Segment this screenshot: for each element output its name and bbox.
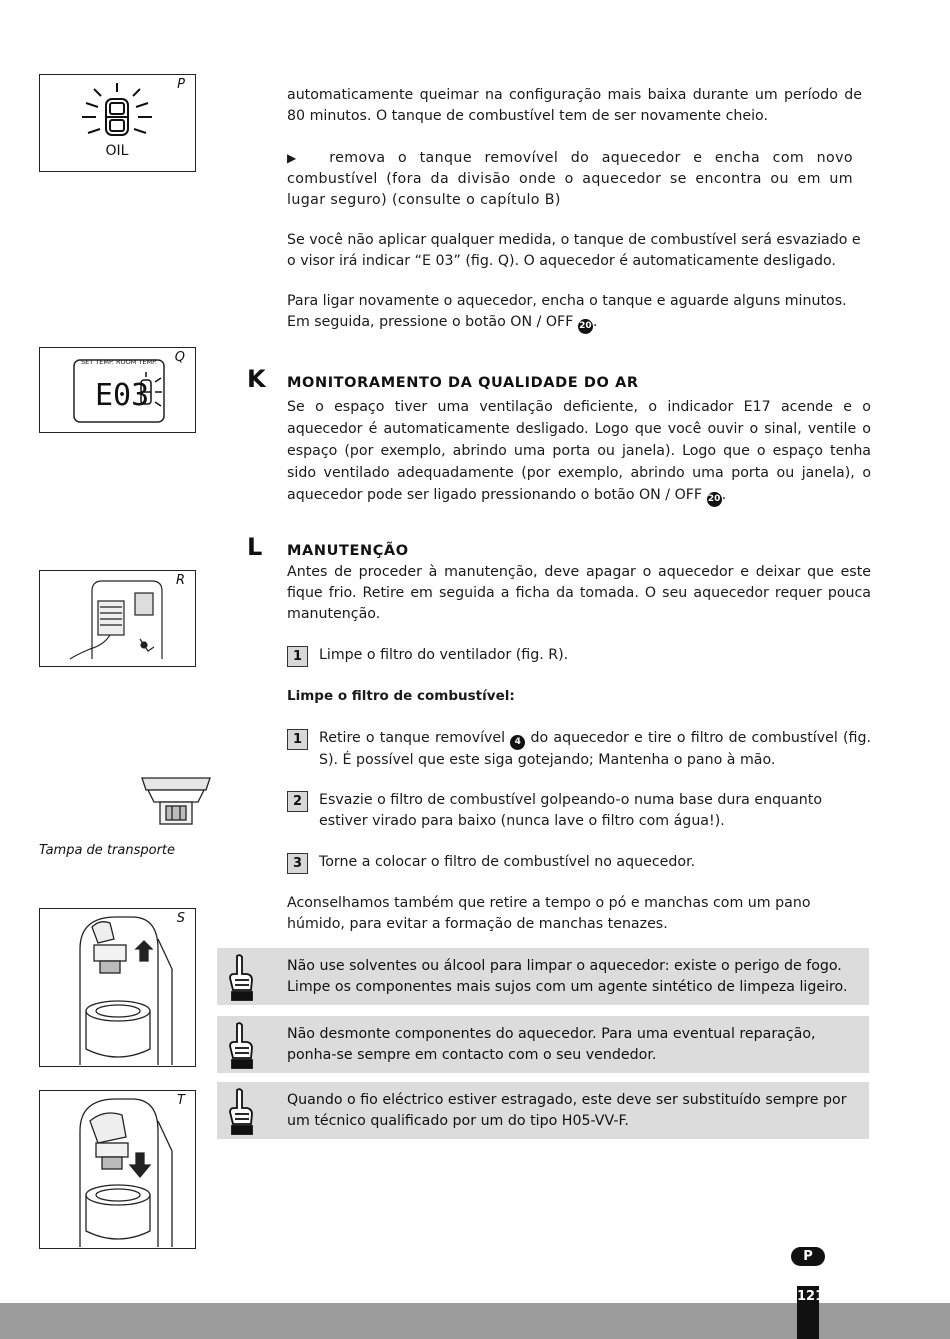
intro-paragraph-1: automaticamente queimar na configuração mais baixa durante um período de 80 minutos. O tanque de combustível tem de ser novamente cheio.: [287, 87, 862, 124]
figure-t: [39, 1090, 196, 1249]
step-1-text-a: Retire o tanque removível: [319, 730, 506, 746]
step-1-number: 1: [287, 729, 308, 750]
figure-r-label: R: [175, 573, 185, 588]
step-1-text: [319, 728, 871, 771]
figure-q-label: Q: [174, 350, 185, 365]
intro-bullet-text: remova o tanque removível do aquecedor e encha com novo combustível (fora da divisão onde o aquecedor se encontra ou em um lugar seguro) (consulte o capítulo B): [287, 150, 853, 208]
transport-cap-caption: Tampa de transporte: [39, 843, 176, 858]
bullet-arrow-icon: ▶: [287, 151, 305, 165]
intro-paragraph-2: Se você não aplicar qualquer medida, o tanque de combustível será esvaziado e o visor irá indicar “E 03” (fig. Q). O aquecedor é automaticamente desligado.: [287, 232, 861, 269]
filter-removal-illustration: [40, 909, 195, 1066]
step-1-text-b: do aquecedor e tire o filtro de combustível (fig. S). É possível que este siga gotejando; Mantenha o pano à mão.: [319, 730, 871, 768]
figure-q: [39, 347, 196, 433]
on-off-ref-badge: 20: [578, 319, 593, 334]
intro-bullet: [287, 148, 853, 211]
warning-text-3: Quando o fio eléctrico estiver estragado, este deve ser substituído sempre por um técnico qualificado por um do tipo H05-VV-F.: [287, 1092, 847, 1129]
warning-text-2: Não desmonte componentes do aquecedor. Para uma eventual reparação, ponha-se sempre em contacto com o seu vendedor.: [287, 1026, 816, 1063]
tank-ref-badge: 4: [510, 735, 525, 750]
section-l-intro: Antes de proceder à manutenção, deve apagar o aquecedor e deixar que este fique frio. Retire em seguida a ficha da tomada. O seu aquecedor requer pouca manutenção.: [287, 564, 871, 622]
section-l-letter: L: [247, 533, 263, 561]
fuel-gauge-icon: [40, 75, 195, 171]
intro-paragraph-3-text: Para ligar novamente o aquecedor, encha o tanque e aguarde alguns minutos. Em seguida, pressione o botão ON / OFF: [287, 293, 847, 330]
section-k-letter: K: [247, 365, 266, 393]
section-k-body: Se o espaço tiver uma ventilação deficiente, o indicador E17 acende e o aquecedor é automaticamente desligado. Logo que você ouvir o sinal, ventile o espaço (por exemplo, abrindo uma porta ou janela). Logo que o espaço tenha sido ventilado adequadamente (por exemplo, abrindo uma porta ou janela), o aquecedor pode ser ligado pressionando o botão ON / OFF 20.: [287, 396, 871, 507]
warning-box-2: [217, 1016, 869, 1073]
warning-box-3: [217, 1082, 869, 1139]
figure-p-label: P: [177, 77, 185, 92]
advice-paragraph: Aconselhamos também que retire a tempo o pó e manchas com um pano húmido, para evitar a formação de manchas tenazes.: [287, 895, 811, 932]
lcd-header-text: SET TEMP. ROOM TEMP.: [81, 358, 158, 366]
warning-box-1: [217, 948, 869, 1005]
step-fan-number: 1: [287, 646, 308, 667]
figure-p: [39, 74, 196, 172]
step-2-text: Esvazie o filtro de combustível golpeando-o numa base dura enquanto estiver virado para baixo (nunca lave o filtro com água!).: [319, 792, 823, 829]
pointing-hand-icon: [225, 954, 255, 1002]
figure-s-label: S: [176, 911, 185, 926]
page-number: 121: [797, 1286, 819, 1339]
step-3-text: Torne a colocar o filtro de combustível no aquecedor.: [319, 854, 696, 870]
step-3-number: 3: [287, 853, 308, 874]
heater-rear-illustration: [40, 571, 195, 666]
filter-insert-illustration: [40, 1091, 195, 1248]
section-l-title: MANUTENÇÃO: [287, 543, 409, 559]
figure-s: [39, 908, 196, 1067]
step-fan-text: Limpe o filtro do ventilador (fig. R).: [319, 647, 569, 663]
oil-indicator-text: OIL: [105, 143, 129, 159]
figure-r: [39, 570, 196, 667]
pointing-hand-icon: [225, 1088, 255, 1136]
warning-text-1: Não use solventes ou álcool para limpar o aquecedor: existe o perigo de fogo. Limpe os componentes mais sujos com um agente sintético de limpeza ligeiro.: [287, 958, 848, 995]
transport-cap-illustration: [136, 772, 216, 828]
step-2-number: 2: [287, 791, 308, 812]
figure-t-label: T: [177, 1093, 185, 1108]
lcd-code-text: E03: [95, 378, 150, 413]
lcd-display-icon: [40, 348, 195, 432]
language-badge: P: [791, 1247, 825, 1266]
intro-paragraph-3: Para ligar novamente o aquecedor, encha o tanque e aguarde alguns minutos. Em seguida, pressione o botão ON / OFF 20.: [287, 291, 862, 334]
section-k-title: MONITORAMENTO DA QUALIDADE DO AR: [287, 375, 639, 391]
pointing-hand-icon: [225, 1022, 255, 1070]
fuel-filter-heading: Limpe o filtro de combustível:: [287, 688, 515, 704]
on-off-ref-badge: 20: [707, 492, 722, 507]
section-k-body-text: Se o espaço tiver uma ventilação deficiente, o indicador E17 acende e o aquecedor é automaticamente desligado. Logo que você ouvir o sinal, ventile o espaço (por exemplo, abrindo uma porta ou janela). Logo que o espaço tenha sido ventilado adequadamente (por exemplo, abrindo uma porta ou janela), o aquecedor pode ser ligado pressionando o botão ON / OFF: [287, 399, 871, 503]
